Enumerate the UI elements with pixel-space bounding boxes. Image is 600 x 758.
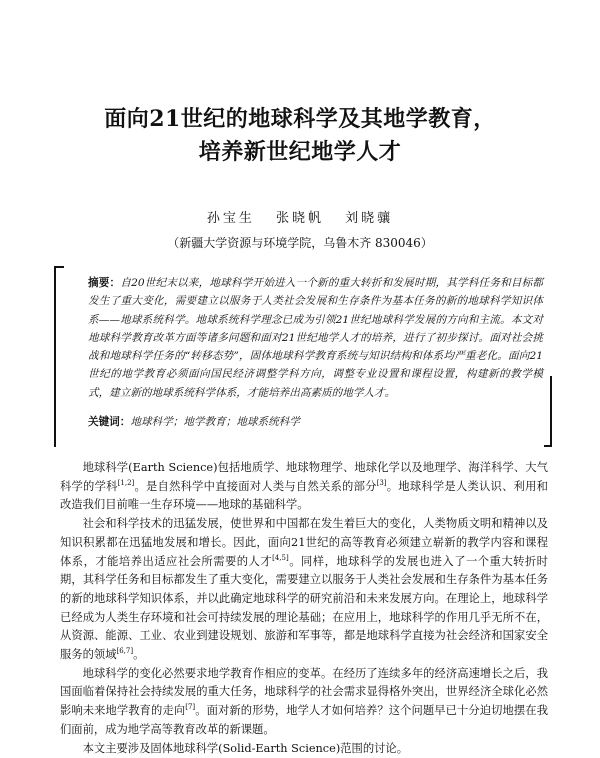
abstract-bracket-left [54, 266, 64, 447]
p1-text-c: 。地球科学是人类认识、利用和改造我们目前唯一生存环境——地球的基础科学。 [60, 479, 548, 512]
authors: 孙宝生 张晓帆 刘晓骧 [206, 211, 394, 226]
p2-text-b: 。同样，地球科学的发展也进入了一个重大转折时期，其科学任务和目标都发生了重大变化，需要建立以服务于人类社会发展和生存条件为基本任务的新的地球科学知识体系，并以此确定地球科学的研究前沿和未来发展方向。在理论上，地球科学已经成为人类生存环境和社会可持续发展的理论基础；在应用上，地球科学的作用几乎无所不在，从资源、能源、工业、农业到建设规划、旅游和军事等，都是地球科学直接为社会经济和国家安全服务的领域 [60, 554, 548, 662]
p3-text-b: 。面对新的形势，地学人才如何培养？这个问题早已十分迫切地摆在我们面前，成为地学高等教育改革的新课题。 [60, 704, 548, 736]
p2-text-a: 社会和科学技术的迅猛发展，使世界和中国都在发生着巨大的变化，人类物质文明和精神以及知识积累都在迅猛地发展和增长。因此，面向21世纪的高等教育必须建立崭新的教学内容和课程体系，才能培养出适应社会所需要的人才 [60, 517, 548, 568]
p2-text-c: 。 [133, 648, 145, 662]
citation-ref: [1,2] [117, 478, 135, 487]
body-paragraph-3 [60, 665, 548, 740]
abstract-bracket-right [544, 376, 552, 447]
abstract-label: 摘要： [88, 277, 121, 289]
keywords-label: 关键词： [88, 416, 131, 428]
citation-ref: [7] [185, 703, 196, 712]
keywords [88, 414, 528, 429]
keywords-text: 地球科学；地学教育；地球系统科学 [130, 416, 300, 428]
p3-text-a: 地球科学的变化必然要求地学教育作相应的变革。在经历了连续多年的经济高速增长之后，我国面临着保持社会持续发展的重大任务，地球科学的社会需求显得格外突出，世界经济全球化必然影响未来地学教育的走向 [60, 666, 548, 718]
paper-title-line-1: 面向21世纪的地球科学及其地学教育， [104, 106, 496, 132]
body-paragraph-4: 本文主要涉及固体地球科学(Solid-Earth Science)范围的讨论。 [82, 741, 409, 755]
p1-text-b: 。是自然科学中直接面对人类与自然关系的部分 [134, 479, 377, 493]
abstract [88, 274, 543, 402]
citation-ref: [4,5] [272, 553, 289, 562]
abstract-text: 自20世纪末以来，地球科学开始进入一个新的重大转折和发展时期，其学科任务和目标都发生了重大变化，需要建立以服务于人类社会发展和生存条件为基本任务的新的地球科学知识体系——地球系统科学。地球系统科学理念已成为引领21世纪地球科学发展的方向和主流。本文对地球科学教育改革方面等诸多问题和面对21世纪地学人才的培养，进行了初步探讨。面对社会挑战和地球科学任务的“转移态势”，固体地球科学教育系统与知识结构和体系均严重老化。面向21世纪的地学教育必须面向国民经济调整学科方向，调整专业设置和课程设置，构建新的教学模式，建立新的地球系统科学体系，才能培养出高素质的地学人才。 [88, 277, 543, 399]
body-paragraph-2 [60, 515, 548, 665]
body-text [60, 459, 548, 758]
affiliation: （新疆大学资源与环境学院，乌鲁木齐 830046） [167, 236, 433, 250]
body-paragraph-1 [60, 459, 548, 515]
citation-ref: [3] [376, 478, 387, 487]
paper-title-line-2: 培养新世纪地学人才 [198, 139, 402, 165]
p1-text-a: 地球科学(Earth Science)包括地质学、地球物理学、地球化学以及地理学、海洋科学、大气科学的学科 [60, 461, 548, 493]
citation-ref: [6,7] [116, 647, 134, 656]
